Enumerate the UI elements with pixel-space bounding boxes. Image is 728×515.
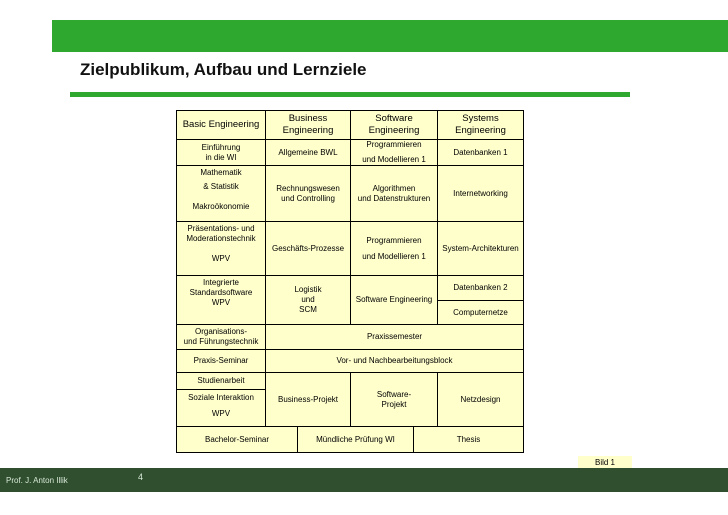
course-praesentation-wpv: Präsentations- und Moderationstechnik WPV bbox=[177, 222, 265, 275]
slide-title: Zielpublikum, Aufbau und Lernziele bbox=[80, 60, 367, 79]
header-software-engineering: Software Engineering bbox=[351, 111, 437, 139]
course-einfuehrung-wi: Einführung in die WI bbox=[177, 140, 265, 165]
footer-bar bbox=[0, 468, 728, 492]
course-vor-nachbearbeitungsblock: Vor- und Nachbearbeitungsblock bbox=[266, 350, 523, 372]
header-business-engineering: Business Engineering bbox=[266, 111, 350, 139]
page-number: 4 bbox=[138, 472, 144, 482]
course-allgemeine-bwl: Allgemeine BWL bbox=[266, 140, 350, 165]
course-soziale-interaktion: Soziale Interaktion WPV bbox=[177, 390, 265, 426]
course-rechnungswesen-controlling: Rechnungswesen und Controlling bbox=[266, 166, 350, 221]
course-software-engineering: Software Engineering bbox=[351, 276, 437, 324]
course-studienarbeit: Studienarbeit bbox=[177, 373, 265, 389]
course-programmieren-modellieren-1: Programmieren und Modellieren 1 bbox=[351, 140, 437, 165]
course-logistik-scm: Logistik und SCM bbox=[266, 276, 350, 324]
course-netzdesign: Netzdesign bbox=[438, 373, 523, 426]
course-mathematik-statistik: Mathematik & Statistik Makroökonomie bbox=[177, 166, 265, 221]
course-algorithmen-datenstrukturen: Algorithmen und Datenstrukturen bbox=[351, 166, 437, 221]
course-business-projekt: Business-Projekt bbox=[266, 373, 350, 426]
course-praxis-seminar: Praxis-Seminar bbox=[177, 350, 265, 372]
course-bachelor-seminar: Bachelor-Seminar bbox=[177, 427, 297, 452]
course-computernetze: Computernetze bbox=[438, 301, 523, 324]
header-systems-engineering: Systems Engineering bbox=[438, 111, 523, 139]
course-internetworking: Internetworking bbox=[438, 166, 523, 221]
course-integrierte-standardsoftware: Integrierte Standardsoftware WPV bbox=[177, 276, 265, 324]
course-geschaeftsprozesse: Geschäfts-Prozesse bbox=[266, 222, 350, 275]
course-system-architekturen: System-Architekturen bbox=[438, 222, 523, 275]
header-basic-engineering: Basic Engineering bbox=[177, 111, 265, 139]
course-thesis: Thesis bbox=[414, 427, 523, 452]
course-praxissemester: Praxissemester bbox=[266, 325, 523, 349]
course-datenbanken-1: Datenbanken 1 bbox=[438, 140, 523, 165]
figure-label: Bild 1 bbox=[578, 456, 632, 469]
course-muendliche-pruefung: Mündliche Prüfung WI bbox=[298, 427, 413, 452]
title-underline bbox=[70, 92, 630, 97]
course-programmieren-modellieren-2: Programmieren und Modellieren 1 bbox=[351, 222, 437, 275]
course-datenbanken-2: Datenbanken 2 bbox=[438, 276, 523, 300]
curriculum-table bbox=[176, 110, 524, 453]
header-band bbox=[52, 20, 728, 52]
course-organisation-fuehrung: Organisations- und Führungstechnik bbox=[177, 325, 265, 349]
footer-author: Prof. J. Anton Illik bbox=[6, 476, 68, 485]
course-software-projekt: Software- Projekt bbox=[351, 373, 437, 426]
